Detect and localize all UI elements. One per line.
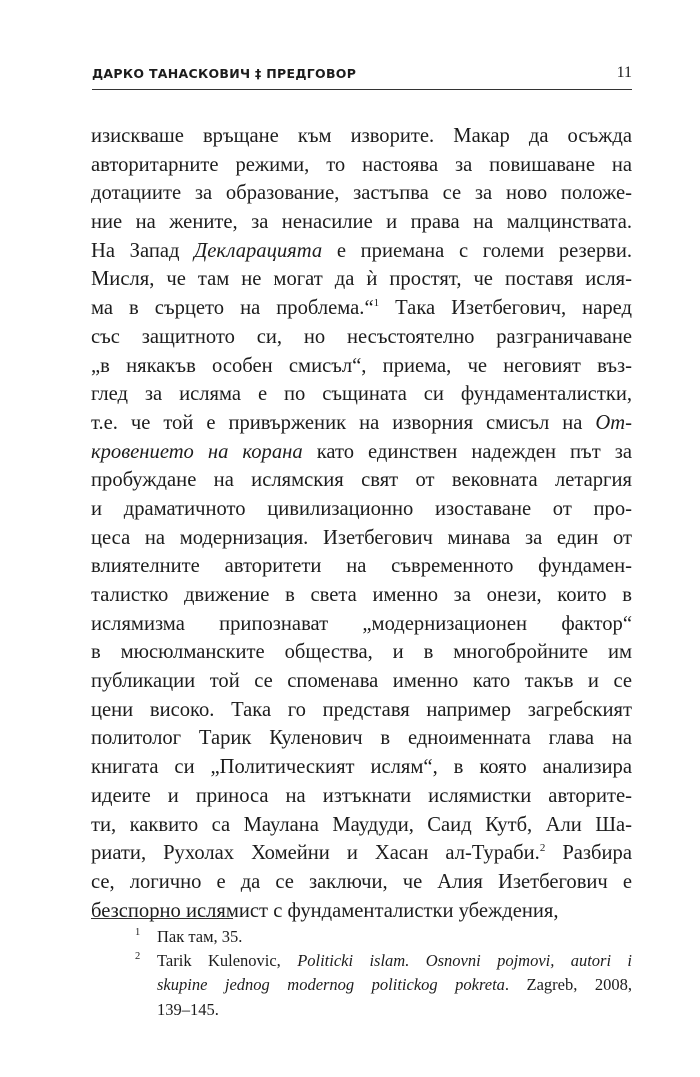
text-line: се, логично е да се заключи, че Алия Изетбегович е bbox=[91, 870, 632, 893]
text-line: публикации той се споменава именно като такъв и се bbox=[91, 670, 632, 693]
footnote-marker: 2 bbox=[539, 842, 546, 855]
footnote-line: Tarik Kulenovic, Politicki islam. Osnovni pojmovi, autori i bbox=[157, 951, 632, 971]
text-line: дотациите за образование, застъпва се за ново положе- bbox=[91, 182, 632, 205]
footnote-line: skupine jednog modernog politickog pokreta. Zagreb, 2008, bbox=[157, 975, 632, 995]
footnote-number: 2 bbox=[135, 951, 141, 963]
footnote-number: 1 bbox=[135, 927, 141, 938]
text-line: книгата си „Политическият ислям“, в която анализира bbox=[91, 756, 632, 779]
italic-title: skupine jednog modernog politickog pokreta bbox=[157, 975, 505, 995]
text-line: т.е. че той е привърженик на изворния смисъл на От- bbox=[91, 411, 632, 434]
footnote-rule bbox=[91, 918, 233, 919]
text-line: в мюсюлманските общества, и в многобройните им bbox=[91, 641, 632, 664]
italic-title: От- bbox=[595, 411, 632, 434]
text-line: риати, Рухолах Хомейни и Хасан ал-Тураби.$^2$ Разбира bbox=[91, 842, 632, 865]
footnotes bbox=[91, 925, 632, 1022]
header-rule bbox=[92, 89, 632, 90]
footnote-line: Пак там, 35. bbox=[157, 927, 243, 946]
footnote bbox=[91, 925, 632, 949]
footnote bbox=[91, 949, 632, 1022]
text-line: ти, каквито са Маулана Маудуди, Саид Кутб, Али Ша- bbox=[91, 813, 632, 836]
text-line: пробуждане на ислямския свят от вековната летаргия bbox=[91, 469, 632, 492]
footnote-line: 139–145. bbox=[157, 999, 219, 1019]
running-title: ДАРКО ТАНАСКОВИЧ ‡ ПРЕДГОВОР bbox=[92, 66, 357, 81]
text-line: влиятелните авторитети на съвременното фундамен- bbox=[91, 555, 632, 578]
text-line: Мисля, че там не могат да ѝ простят, че поставя исля- bbox=[91, 268, 632, 291]
text-line: ма в сърцето на проблема.“$^1$ Така Изетбегович, наред bbox=[91, 297, 632, 320]
text-line: ние на жените, за ненасилие и права на малцинствата. bbox=[91, 211, 632, 234]
text-line: глед за исляма е по същината си фундаменталистки, bbox=[91, 383, 632, 406]
italic-title: Politicki islam. Osnovni pojmovi, autori i bbox=[297, 951, 632, 971]
text-line: безспорно ислямист с фундаменталистки убеждения, bbox=[91, 899, 559, 922]
text-line: талистко движение в света именно за онези, които в bbox=[91, 584, 632, 606]
text-line: На Запад Декларацията е приемана с големи резерви. bbox=[91, 239, 632, 262]
text-line: цени високо. Така го представя например загребският bbox=[91, 698, 632, 721]
text-line: кровението на корана като единствен надежден път за bbox=[91, 440, 632, 463]
running-header bbox=[92, 62, 632, 88]
text-line: ислямизма припознават „модернизационен фактор“ bbox=[91, 612, 632, 635]
text-line: идеите и приноса на изтъкнати ислямистки авторите- bbox=[91, 784, 632, 807]
text-line: „в някакъв особен смисъл“, приема, че неговият въз- bbox=[91, 354, 632, 377]
page-number: 11 bbox=[616, 64, 632, 81]
text-line: със защитното си, но несъстоятелно разграничаване bbox=[91, 325, 632, 348]
italic-title: Декларацията bbox=[194, 239, 323, 262]
text-line: политолог Тарик Куленович в едноименната глава на bbox=[91, 727, 632, 750]
italic-title: кровението на корана bbox=[91, 440, 303, 463]
text-line: авторитарните режими, то настоява за повишаване на bbox=[91, 153, 632, 176]
text-line: изискваше връщане към изворите. Макар да осъжда bbox=[91, 125, 632, 147]
text-line: цеса на модернизация. Изетбегович минава за един от bbox=[91, 526, 632, 549]
text-line: и драматичното цивилизационно изоставане от про- bbox=[91, 497, 632, 520]
footnote-marker: 1 bbox=[373, 297, 380, 310]
body-text bbox=[91, 122, 632, 925]
